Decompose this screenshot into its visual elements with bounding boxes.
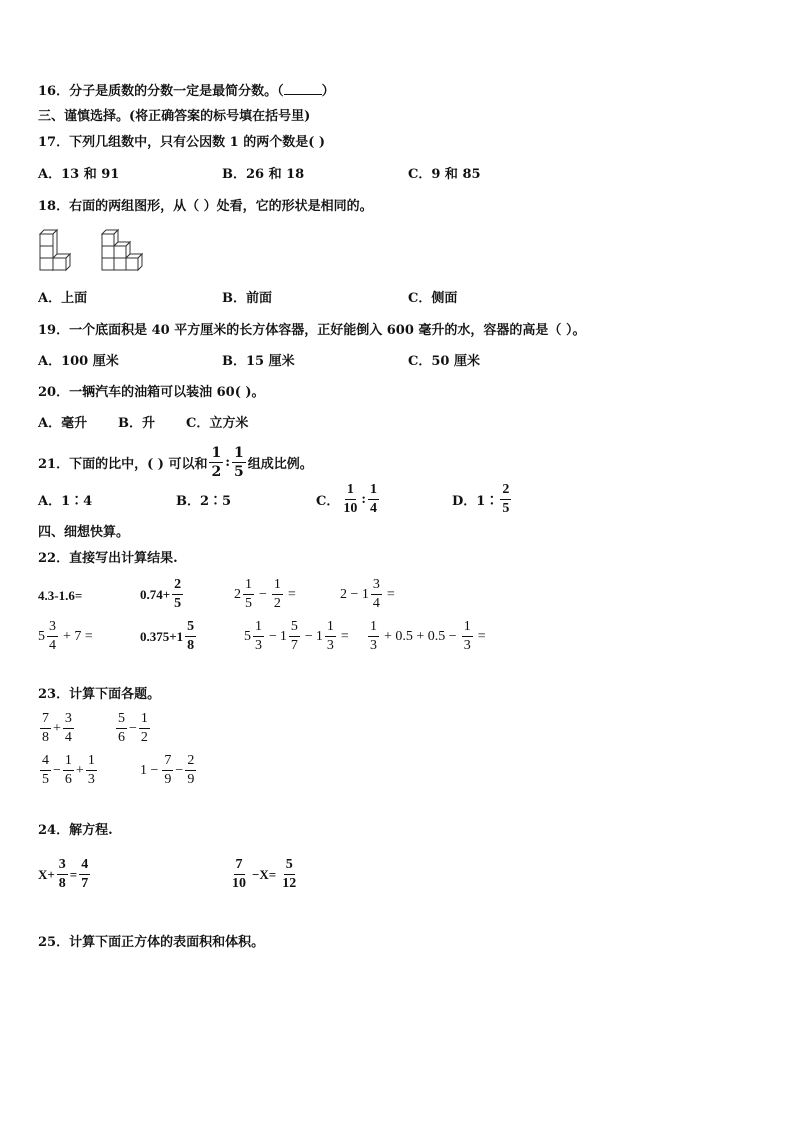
q21-option-c[interactable] (316, 483, 381, 516)
q21-option-b[interactable]: B．2∶5 (176, 494, 232, 509)
q23-expr-2: $\frac{5}{6}$ − $\frac{1}{2}$ (118, 711, 148, 745)
q21-option-c-frac-2: $\frac{1}{4}$ (370, 482, 378, 516)
q21-text-a: 21．下面的比中，( ) 可以和 (38, 457, 208, 472)
q21-option-d[interactable] (452, 483, 513, 516)
q25-text: 25．计算下面正方体的表面积和体积。 (38, 935, 265, 950)
cube-figure-1 (38, 228, 78, 272)
q19-option-b[interactable]: B．15 厘米 (222, 354, 295, 369)
q20-option-b[interactable]: B．升 (118, 416, 155, 431)
q21-ratio-sep: : (225, 455, 231, 470)
q20-text: 20．一辆汽车的油箱可以装油 60( )。 (38, 385, 265, 400)
q17-option-b[interactable]: B．26 和 18 (222, 167, 305, 182)
q23-expr-1: $\frac{7}{8}$ + $\frac{3}{4}$ (42, 711, 72, 745)
cube-figure-2 (100, 228, 144, 272)
q22-expr-1: 4.3-1.6= (38, 588, 83, 603)
q23-expr-3: $\frac{4}{5}$ − $\frac{1}{6}$ + $\frac{1}{3}$ (42, 753, 95, 787)
q19-option-a[interactable]: A．100 厘米 (38, 354, 119, 369)
q21-ratio-frac-1: $\frac{1}{2}$ (211, 445, 222, 480)
q16-close: ） (321, 84, 335, 99)
q24-equation-2: $\frac{7}{10}$ −X= $\frac{5}{12}$ (232, 857, 297, 891)
q18-option-a[interactable]: A．上面 (38, 291, 88, 306)
q23-text: 23．计算下面各题。 (38, 687, 161, 702)
q22-expr-8: $\frac{1}{3}$ + 0.5 + 0.5 − $\frac{1}{3}$ = (370, 619, 486, 653)
q21-option-c-label: C． (316, 494, 340, 509)
q21-option-c-frac-1: $\frac{1}{10}$ (343, 482, 358, 516)
q22-expr-4: 2 − 1 $\frac{3}{4}$ = (340, 577, 395, 611)
q19-option-c[interactable]: C．50 厘米 (408, 354, 480, 369)
q18-text: 18．右面的两组图形，从（ ）处看，它的形状是相同的。 (38, 199, 373, 214)
q21-option-d-label: D．1∶ (452, 494, 499, 509)
section-3-heading: 三、谨慎选择。(将正确答案的标号填在括号里) (38, 109, 311, 124)
q20-option-a[interactable]: A．毫升 (38, 416, 88, 431)
q21-option-a[interactable]: A．1∶4 (38, 494, 93, 509)
q21-line (38, 446, 313, 479)
q23-expr-4: 1 − $\frac{7}{9}$ − $\frac{2}{9}$ (140, 753, 195, 787)
q18-option-c[interactable]: C．侧面 (408, 291, 458, 306)
q21-text-b: 组成比例。 (247, 457, 313, 472)
q18-option-b[interactable]: B．前面 (222, 291, 272, 306)
q22-expr-5: 5 $\frac{3}{4}$ + 7 = (38, 619, 93, 653)
q22-expr-3: 2 $\frac{1}{5}$ − $\frac{1}{2}$ = (234, 577, 296, 611)
q22-expr-2: 0.74+ $\frac{2}{5}$ (140, 577, 182, 611)
q20-option-c[interactable]: C．立方米 (186, 416, 249, 431)
q17-option-c[interactable]: C．9 和 85 (408, 167, 481, 182)
q16-line (38, 82, 335, 101)
q17-text: 17．下列几组数中，只有公因数 1 的两个数是( ) (38, 135, 326, 150)
q24-equation-1: X+ $\frac{3}{8}$ = $\frac{4}{7}$ (38, 857, 89, 891)
section-4-heading: 四、细想快算。 (38, 525, 130, 540)
q21-option-d-frac: $\frac{2}{5}$ (502, 482, 510, 516)
q19-text: 19．一个底面积是 40 平方厘米的长方体容器，正好能倒入 600 毫升的水，容器的高是（ ）。 (38, 323, 586, 338)
q16-answer-blank[interactable] (284, 82, 322, 95)
q16-text: 16．分子是质数的分数一定是最简分数。（ (38, 84, 284, 99)
q24-text: 24．解方程. (38, 823, 113, 838)
q22-expr-7: 5 $\frac{1}{3}$ − 1 $\frac{5}{7}$ − 1 $\frac{1}{3}$ = (244, 619, 349, 653)
q17-option-a[interactable]: A．13 和 91 (38, 167, 120, 182)
q22-text: 22．直接写出计算结果. (38, 551, 178, 566)
q22-expr-6: 0.375+1 $\frac{5}{8}$ (140, 619, 195, 653)
q21-ratio-frac-2: $\frac{1}{5}$ (234, 445, 244, 480)
q21-option-c-sep: : (361, 491, 367, 507)
